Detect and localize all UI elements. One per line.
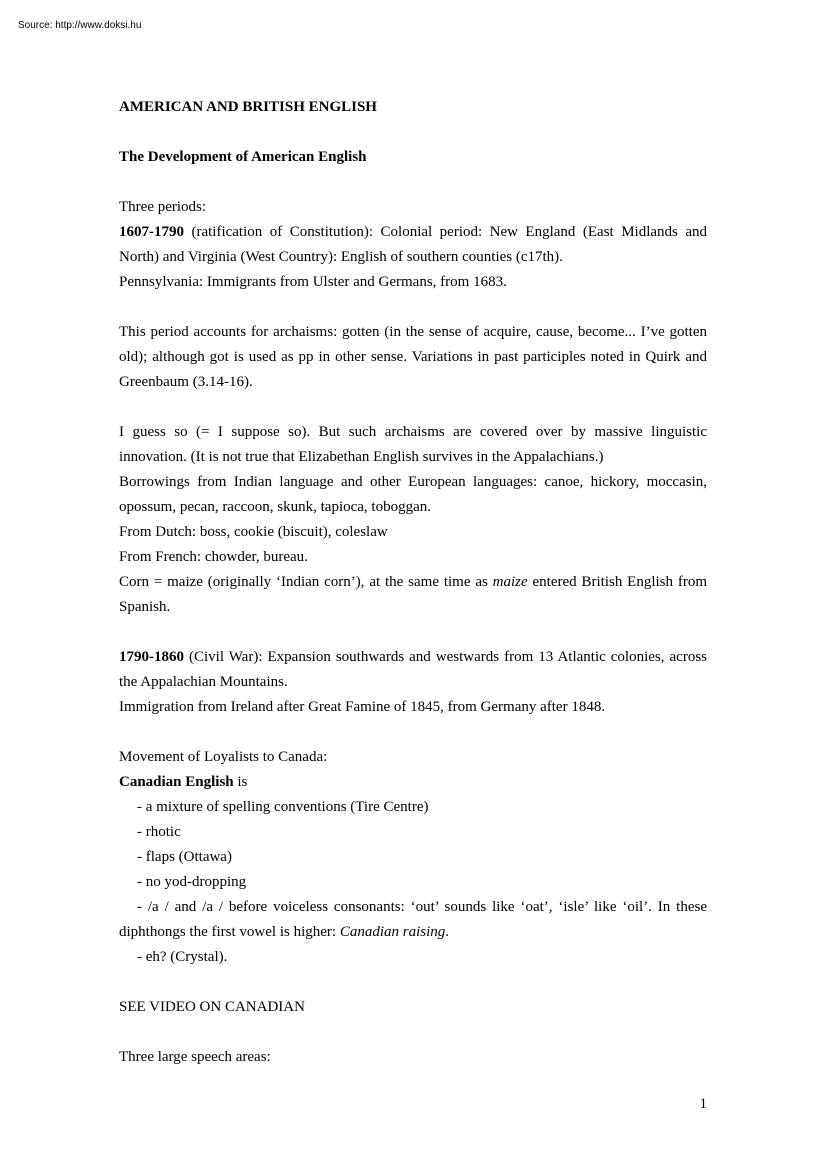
document-body — [119, 95, 707, 1070]
list-item-continuation: diphthongs the first vowel is higher: Canadian raising. — [119, 924, 449, 940]
canadian-heading: Canadian English is — [119, 774, 248, 790]
see-video-line: SEE VIDEO ON CANADIAN — [119, 999, 305, 1015]
list-item: - /a / and /a / before voiceless consonants: ‘out’ sounds like ‘oat’, ‘isle’ like ‘oil’. In these — [137, 899, 707, 915]
source-url: Source: http://www.doksi.hu — [18, 20, 142, 31]
dutch-line: From Dutch: boss, cookie (biscuit), coleslaw — [119, 524, 388, 540]
pennsylvania-line: Pennsylvania: Immigrants from Ulster and Germans, from 1683. — [119, 274, 507, 290]
period-2-year: 1790-1860 — [119, 649, 184, 665]
list-item: - eh? (Crystal). — [137, 949, 228, 965]
list-item: - flaps (Ottawa) — [137, 849, 232, 865]
page-number: 1 — [699, 1096, 707, 1112]
section-subtitle: The Development of American English — [119, 149, 367, 165]
archaisms-paragraph: This period accounts for archaisms: gotten (in the sense of acquire, cause, become... I’ve gotten old); although got is used as pp in other sense. Variations in past participles noted in Quirk and Greenbaum (3.14-16). — [119, 324, 707, 390]
list-item: - no yod-dropping — [137, 874, 247, 890]
maize-italic: maize — [492, 574, 528, 590]
borrowings-paragraph: Borrowings from Indian language and other European languages: canoe, hickory, moccasin, opossum, pecan, raccoon, skunk, tapioca, toboggan. — [119, 474, 707, 515]
period-1-year: 1607-1790 — [119, 224, 184, 240]
list-item: - rhotic — [137, 824, 181, 840]
periods-heading: Three periods: — [119, 199, 207, 215]
list-item: - a mixture of spelling conventions (Tire Centre) — [137, 799, 429, 815]
canadian-raising-italic: Canadian raising — [339, 924, 446, 940]
speech-areas-heading: Three large speech areas: — [119, 1049, 271, 1065]
loyalists-line: Movement of Loyalists to Canada: — [119, 749, 328, 765]
corn-paragraph: Corn = maize (originally ‘Indian corn’), at the same time as maize entered British English from Spanish. — [119, 574, 708, 615]
period-2-paragraph: 1790-1860 (Civil War): Expansion southwards and westwards from 13 Atlantic colonies, across the Appalachian Mountains. — [119, 649, 707, 690]
document-title: AMERICAN AND BRITISH ENGLISH — [119, 99, 377, 115]
french-line: From French: chowder, bureau. — [119, 549, 308, 565]
immigration-line: Immigration from Ireland after Great Famine of 1845, from Germany after 1848. — [119, 699, 606, 715]
period-1-paragraph: 1607-1790 (ratification of Constitution): Colonial period: New England (East Midlands and North) and Virginia (West Country): English of southern counties (c17th). — [119, 224, 707, 265]
guess-paragraph: I guess so (= I suppose so). But such archaisms are covered over by massive linguistic innovation. (It is not true that Elizabethan English survives in the Appalachians.) — [119, 424, 707, 465]
